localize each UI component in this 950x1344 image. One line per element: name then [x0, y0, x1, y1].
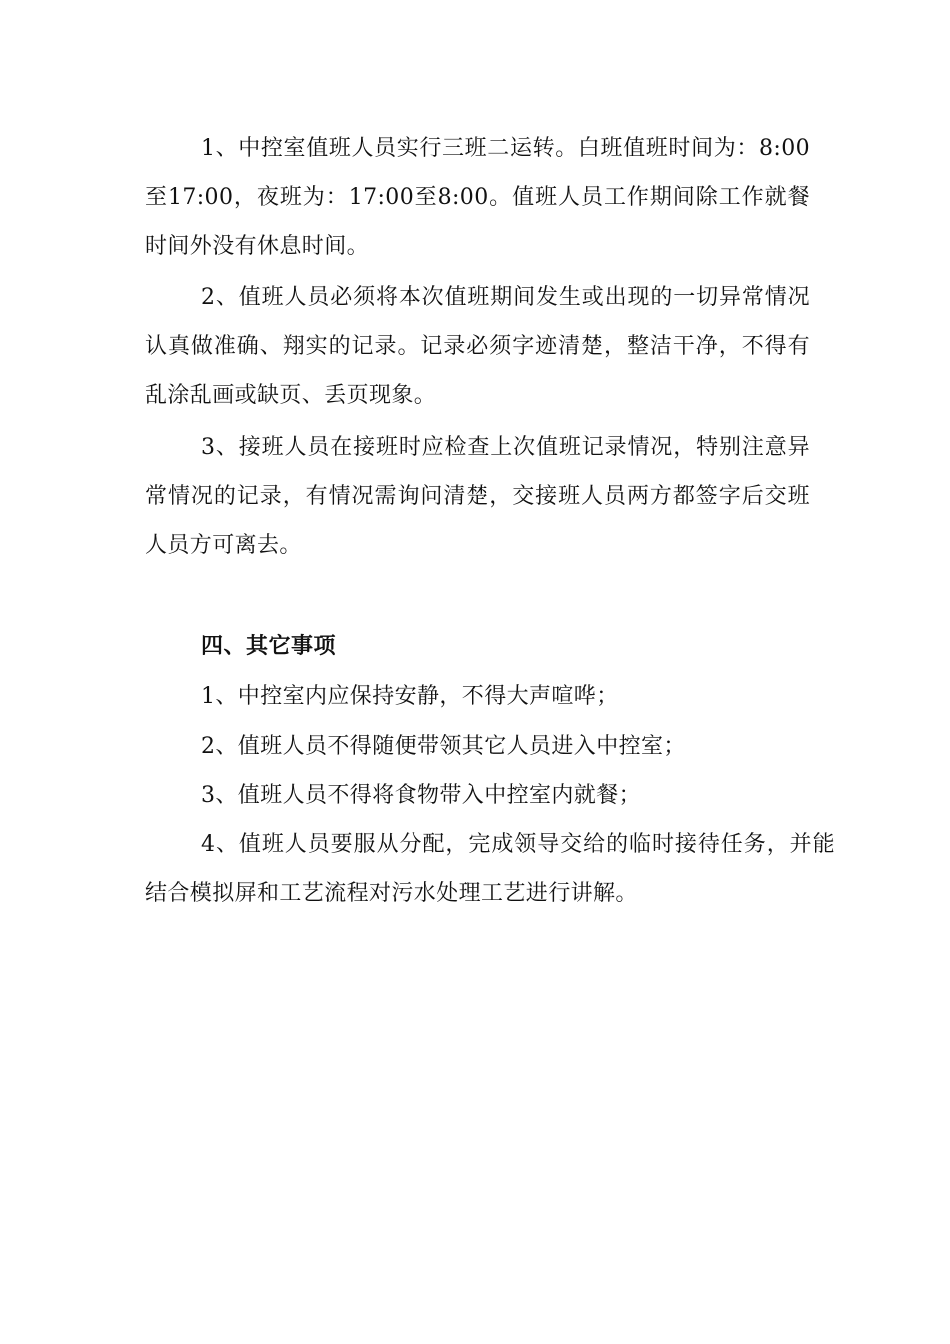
- other-rule-4: 4、值班人员要服从分配，完成领导交给的临时接待任务，并能结合模拟屏和工艺流程对污水处理工艺进行讲解。: [145, 832, 835, 906]
- other-rule-2: 2、值班人员不得随便带领其它人员进入中控室；: [201, 734, 686, 759]
- duty-rule-2: 2、值班人员必须将本次值班期间发生或出现的一切异常情况认真做准确、翔实的记录。记录必须字迹清楚，整洁干净，不得有乱涂乱画或缺页、丢页现象。: [145, 285, 810, 408]
- duty-rule-1: 1、中控室值班人员实行三班二运转。白班值班时间为：8:00至17:00，夜班为：17:00至8:00。值班人员工作期间除工作就餐时间外没有休息时间。: [145, 136, 810, 259]
- other-rule-1: 1、中控室内应保持安静，不得大声喧哗；: [201, 684, 619, 709]
- section-heading: 四、其它事项: [201, 633, 337, 659]
- duty-rule-3: 3、接班人员在接班时应检查上次值班记录情况，特别注意异常情况的记录，有情况需询问清楚，交接班人员两方都签字后交班人员方可离去。: [145, 435, 810, 558]
- other-rule-3: 3、值班人员不得将食物带入中控室内就餐；: [201, 783, 641, 808]
